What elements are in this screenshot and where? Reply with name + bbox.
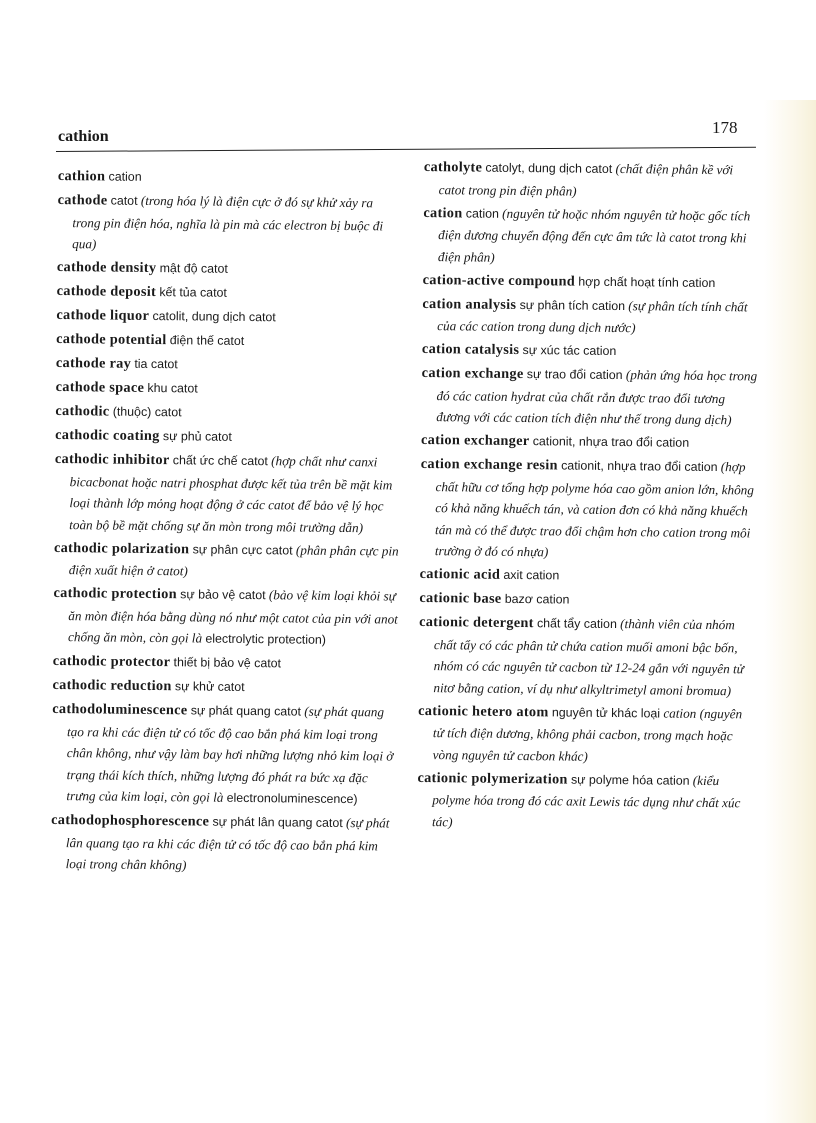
- entry-translation: kết tủa catot: [159, 285, 227, 300]
- dictionary-entry: [417, 766, 754, 835]
- entry-term: cation catalysis: [421, 340, 520, 359]
- dictionary-entry: [419, 587, 755, 613]
- entry-translation: sự phân tích cation: [519, 297, 626, 313]
- entry-term: cathodophosphorescence: [51, 811, 210, 830]
- entry-term: cation-active compound: [422, 271, 576, 290]
- entry-translation: sự khử catot: [174, 679, 245, 694]
- dictionary-entry: [52, 674, 397, 700]
- entry-explanation: (sự phát quang tạo ra khi các điện tử có tốc độ cao bắn phá kim loại trong chân không, như vậy làm bay hơi những lượng nhỏ kim loại ở trạng thái kích thích, những lượng đó phát ra bức xạ đặc trưng của kim loại, còn gọi là: [66, 703, 394, 805]
- entry-translation: catolyt, dung dịch catot: [485, 160, 613, 176]
- entry-translation: sự xúc tác cation: [522, 343, 617, 359]
- entry-term: cathode deposit: [56, 282, 157, 301]
- entry-translation: sự bảo vệ catot: [180, 587, 266, 603]
- entry-translation: sự phủ catot: [162, 429, 232, 444]
- entry-term: cathion: [57, 167, 106, 185]
- dictionary-entry: [57, 256, 402, 282]
- entry-translation: cation: [465, 205, 499, 221]
- entry-explanation: (nguyên tử hoặc nhóm nguyên tử hoặc gốc tích điện dương chuyển động đến cực âm tức là catot trong khi điện phân): [437, 205, 751, 265]
- dictionary-entry: [54, 536, 399, 584]
- page-number: 178: [712, 118, 738, 137]
- entry-translation: cationit, nhựa trao đổi cation: [532, 434, 690, 450]
- entry-explanation: (bảo vệ kim loại khỏi sự ăn mòn điện hóa bằng dùng nó như một catot của pin với anot chống ăn mòn, còn gọi là: [67, 587, 398, 646]
- entry-translation: tia catot: [134, 356, 178, 372]
- entry-translation: thiết bị bảo vệ catot: [173, 655, 282, 671]
- dictionary-entry: [57, 189, 403, 258]
- dictionary-entry: [57, 280, 402, 306]
- entry-term: cathode liquor: [56, 306, 150, 324]
- entry-term: cathodic inhibitor: [54, 450, 170, 469]
- entry-term: cationic hetero atom: [418, 702, 549, 720]
- entry-extra: electrolytic protection): [205, 631, 326, 647]
- entry-term: cathodoluminescence: [52, 700, 188, 719]
- entry-term: cation exchange: [421, 364, 524, 383]
- entry-term: cationic detergent: [419, 613, 534, 632]
- dictionary-entry: [421, 429, 757, 455]
- entry-translation: sự polyme hóa cation: [570, 772, 690, 788]
- entry-explanation: (sự phân tích tính chất của các cation trong dung dịch nước): [437, 297, 748, 336]
- dictionary-entry: [55, 400, 400, 426]
- dictionary-entry: [422, 338, 758, 364]
- header-rule: [56, 147, 756, 152]
- dictionary-entry: [422, 292, 758, 340]
- dictionary-entry: [56, 352, 401, 378]
- entry-term: cathodic polarization: [53, 539, 190, 557]
- entry-translation: chất tẩy cation: [536, 616, 617, 632]
- entry-translation: sự phát lân quang catot: [212, 814, 343, 831]
- entry-term: cation exchanger: [420, 431, 530, 450]
- running-header: cathion: [58, 128, 109, 145]
- entry-term: cationic acid: [419, 565, 501, 583]
- entry-translation: axit cation: [503, 567, 560, 583]
- entry-explanation: (phản ứng hóa học trong đó các cation hydrat của chất rắn được trao đổi tương đương với các cation tích điện như thế trong dung dịch): [436, 367, 758, 428]
- entry-explanation: (kiểu polyme hóa trong đó các axit Lewis tác dụng như chất xúc tác): [431, 772, 741, 829]
- dictionary-entry: [53, 650, 398, 676]
- entry-term: cathodic protection: [53, 584, 177, 603]
- entry-term: cathodic coating: [55, 426, 160, 445]
- dictionary-entry: [420, 453, 757, 565]
- entry-term: cathode: [57, 191, 108, 209]
- entry-translation: chất ức chế catot: [172, 453, 268, 469]
- entry-translation: nguyên tử khác loại: [551, 704, 661, 721]
- entry-explanation: (chất điện phân kề với catot trong pin điện phân): [438, 161, 734, 199]
- entry-term: cation: [423, 204, 463, 221]
- entry-term: cathode ray: [55, 354, 132, 372]
- dictionary-entry: [56, 304, 401, 330]
- entry-term: cathode space: [55, 378, 145, 396]
- entry-translation: sự phát quang catot: [190, 703, 302, 719]
- entry-translation: hợp chất hoạt tính cation: [578, 274, 716, 290]
- entry-translation: điện thế catot: [169, 333, 245, 348]
- dictionary-entry: [418, 699, 755, 768]
- dictionary-entry: [420, 563, 756, 589]
- entry-explanation: (hợp chất hữu cơ tổng hợp polyme hóa cao gồm anion lớn, không có khả năng khuếch tán, và cation đơn có khả năng khuếch tán mà có thể được trao đổi chậm hơn cho cation trong môi trường ở đó có nhựa): [434, 459, 754, 560]
- entry-translation: catot: [110, 193, 138, 208]
- entry-term: cation exchange resin: [420, 455, 558, 474]
- dictionary-entry: [423, 201, 760, 270]
- dictionary-entry: [423, 268, 759, 294]
- dictionary-entry: [56, 376, 401, 402]
- entry-explanation: (phân phân cực pin điện xuất hiện ở catot): [68, 542, 399, 579]
- dictionary-entry: [418, 611, 755, 702]
- dictionary-entry: [53, 582, 399, 652]
- entry-term: cationic base: [419, 589, 502, 607]
- entry-term: catholyte: [423, 158, 483, 176]
- entry-term: cathode density: [56, 258, 157, 277]
- entry-explanation: (trong hóa lý là điện cực ở đó sự khử xảy ra trong pin điện hóa, nghĩa là pin mà các electron bị buộc đi qua): [72, 192, 384, 252]
- entry-explanation: (hợp chất như canxi bicacbonat hoặc natri phosphat được kết tủa trên bề mặt kim loại thành lớp mỏng hoạt động ở các catot để bảo vệ lý học toàn bộ bề mặt chống sự ăn mòn trong môi trường dẫn): [69, 453, 393, 535]
- entry-explanation: (sự phát lân quang tạo ra khi các điện tử có tốc độ cao bắn phá kim loại trong chân không): [65, 815, 390, 873]
- entry-term: cationic polymerization: [417, 769, 568, 788]
- entry-term: cathodic reduction: [52, 676, 172, 695]
- dictionary-entry: [54, 448, 400, 539]
- entry-term: cathodic: [55, 402, 110, 420]
- entry-translation: cation: [108, 169, 142, 184]
- right-column: [417, 156, 760, 837]
- dictionary-entry: [55, 424, 400, 450]
- entry-extra: electronoluminescence): [226, 790, 358, 807]
- entry-translation: catolit, dung dịch catot: [152, 308, 276, 325]
- entry-term: cation analysis: [422, 295, 517, 313]
- entry-explanation: (thành viên của nhóm chất tẩy có các phân tử chứa cation muối amoni bậc bốn, nhóm có các nguyên tử cacbon từ 12-24 gắn với nguyên tử nitơ bằng cation, ví dụ như alkyltrimetyl amoni bromua): [433, 616, 744, 698]
- entry-translation: khu catot: [147, 380, 198, 396]
- entry-term: cathode potential: [56, 330, 167, 349]
- dictionary-entry: [51, 698, 397, 811]
- entry-translation: bazơ cation: [504, 591, 570, 607]
- entry-translation: sự trao đổi cation: [526, 367, 623, 383]
- page-edge-shadow: [764, 100, 816, 1123]
- entry-translation: cationit, nhựa trao đổi cation: [561, 458, 718, 475]
- entry-explanation: cation (nguyên tử tích điện dương, không phải cacbon, trong mạch hoặc vòng nguyên tử cacbon khác): [432, 705, 743, 764]
- entry-term: cathodic protector: [52, 652, 171, 671]
- entry-translation: sự phân cực catot: [192, 541, 293, 557]
- dictionary-entry: [58, 165, 403, 191]
- entry-translation: mật độ catot: [159, 261, 228, 276]
- dictionary-entry: [424, 156, 760, 204]
- dictionary-entry: [421, 362, 758, 431]
- dictionary-entry: [51, 809, 397, 878]
- left-column: [51, 165, 403, 880]
- entry-translation: (thuộc) catot: [112, 404, 182, 420]
- dictionary-entry: [56, 328, 401, 354]
